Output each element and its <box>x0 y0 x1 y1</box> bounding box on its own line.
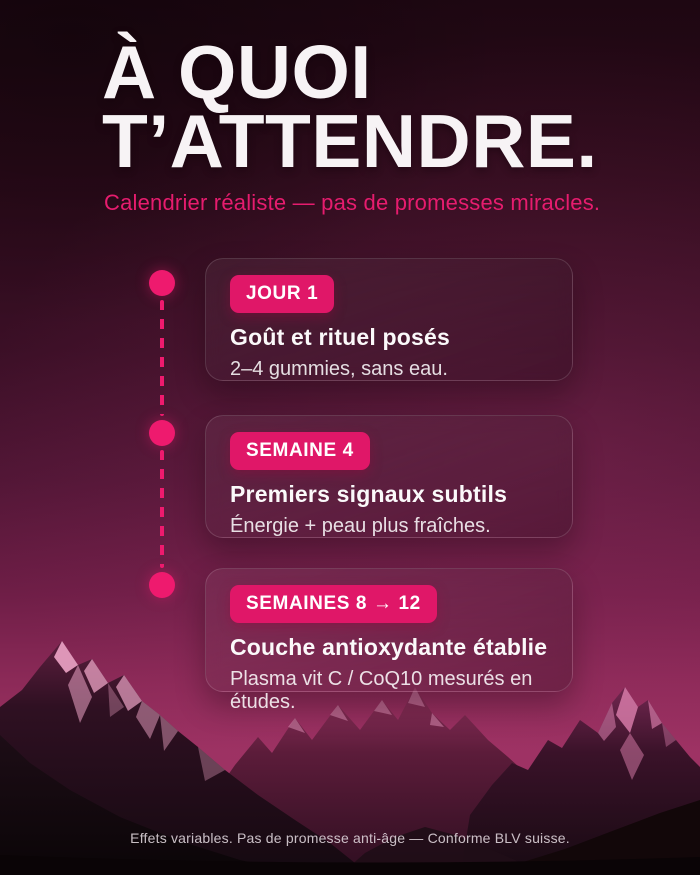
timeline-connector-2 <box>160 450 164 568</box>
timeline-card-title: Premiers signaux subtils <box>230 481 508 507</box>
timeline-dot-2 <box>149 420 175 446</box>
timeline-card-day1 <box>205 258 573 381</box>
timeline-card-description: 2–4 gummies, sans eau. <box>230 358 448 380</box>
timeline-dot-3 <box>149 572 175 598</box>
page-title <box>102 30 662 183</box>
timeline-card-description: Plasma vit C / CoQ10 mesurés en études. <box>230 668 533 713</box>
page-subtitle: Calendrier réaliste — pas de promesses miracles. <box>104 190 601 215</box>
timeline-card-description: Énergie + peau plus fraîches. <box>230 515 491 537</box>
header <box>102 30 662 216</box>
timeline-card-title: Goût et rituel posés <box>230 324 450 350</box>
footer-disclaimer: Effets variables. Pas de promesse anti-âge — Conforme BLV suisse. <box>130 830 570 846</box>
timeline-badge-week4: SEMAINE 4 <box>230 432 370 470</box>
timeline-card-title: Couche antioxydante établie <box>230 634 548 660</box>
timeline-card-weeks8-12 <box>205 568 573 713</box>
timeline-badge-day1: JOUR 1 <box>230 275 334 313</box>
page-title-line2: T’ATTENDRE. <box>102 99 598 183</box>
timeline-connector-1 <box>160 300 164 416</box>
timeline-badge-weeks8-12: SEMAINES 8 → 12 <box>230 585 437 623</box>
timeline-dot-1 <box>149 270 175 296</box>
timeline-card-week4 <box>205 415 573 538</box>
page-title-line1: À QUOI <box>102 30 372 114</box>
